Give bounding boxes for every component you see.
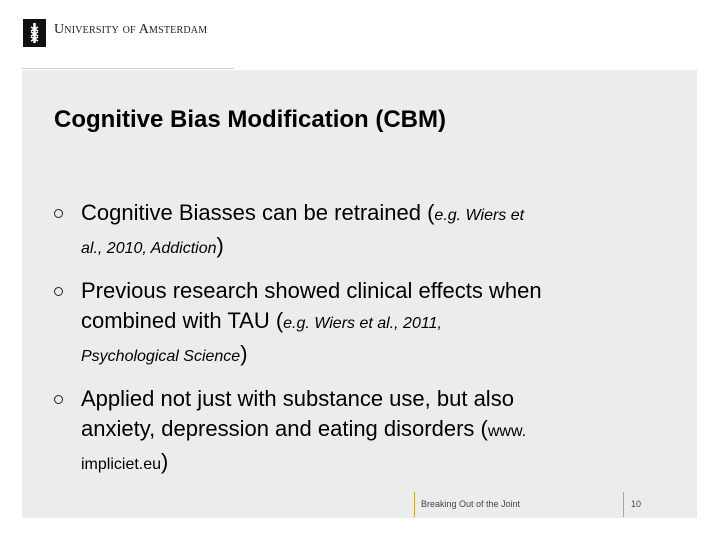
header-divider bbox=[22, 68, 234, 69]
bullet-item bbox=[54, 384, 654, 480]
university-name: University of Amsterdam bbox=[54, 22, 208, 37]
bullet-line bbox=[81, 306, 654, 339]
bullet-line bbox=[81, 339, 654, 372]
bullet-line bbox=[81, 414, 654, 447]
bullet-line bbox=[81, 447, 654, 480]
bullet-item bbox=[54, 198, 654, 264]
citation-text: Psychological Science bbox=[81, 348, 241, 365]
bullet-circle-icon bbox=[54, 395, 63, 404]
footer-divider-left bbox=[414, 492, 415, 517]
bullet-segment: ) bbox=[240, 341, 248, 366]
bullet-line bbox=[81, 384, 654, 414]
bullet-segment: ) bbox=[216, 233, 224, 258]
bullet-segment: Applied not just with substance use, but also bbox=[81, 386, 514, 411]
citation-text: e.g. Wiers et al., 2011, bbox=[283, 315, 442, 332]
presentation-title: Breaking Out of the Joint bbox=[421, 499, 521, 509]
bullet-segment: anxiety, depression and eating disorders ( bbox=[81, 416, 488, 441]
bullet-text bbox=[81, 198, 654, 264]
bullet-segment: ) bbox=[161, 449, 169, 474]
citation-text: e.g. Wiers et bbox=[434, 207, 525, 224]
citation-text: al., 2010, Addiction bbox=[81, 240, 217, 257]
page-number: 10 bbox=[631, 499, 642, 509]
bullet-segment: Cognitive Biasses can be retrained ( bbox=[81, 200, 435, 225]
bullet-line bbox=[81, 198, 654, 231]
bullet-list bbox=[54, 198, 654, 492]
bullet-circle-icon bbox=[54, 209, 63, 218]
bullet-text bbox=[81, 276, 654, 372]
bullet-segment: combined with TAU ( bbox=[81, 308, 284, 333]
footer-divider-right bbox=[623, 492, 624, 517]
university-logo-icon bbox=[23, 19, 46, 47]
bullet-circle-icon bbox=[54, 287, 63, 296]
header bbox=[0, 0, 720, 70]
bullet-text bbox=[81, 384, 654, 480]
bullet-line bbox=[81, 231, 654, 264]
bullet-item bbox=[54, 276, 654, 372]
bullet-segment: www. bbox=[487, 423, 527, 440]
bullet-segment: Previous research showed clinical effects when bbox=[81, 278, 542, 303]
slide-title: Cognitive Bias Modification (CBM) bbox=[54, 106, 446, 133]
bullet-segment: impliciet.eu bbox=[81, 456, 162, 473]
bullet-line bbox=[81, 276, 654, 306]
